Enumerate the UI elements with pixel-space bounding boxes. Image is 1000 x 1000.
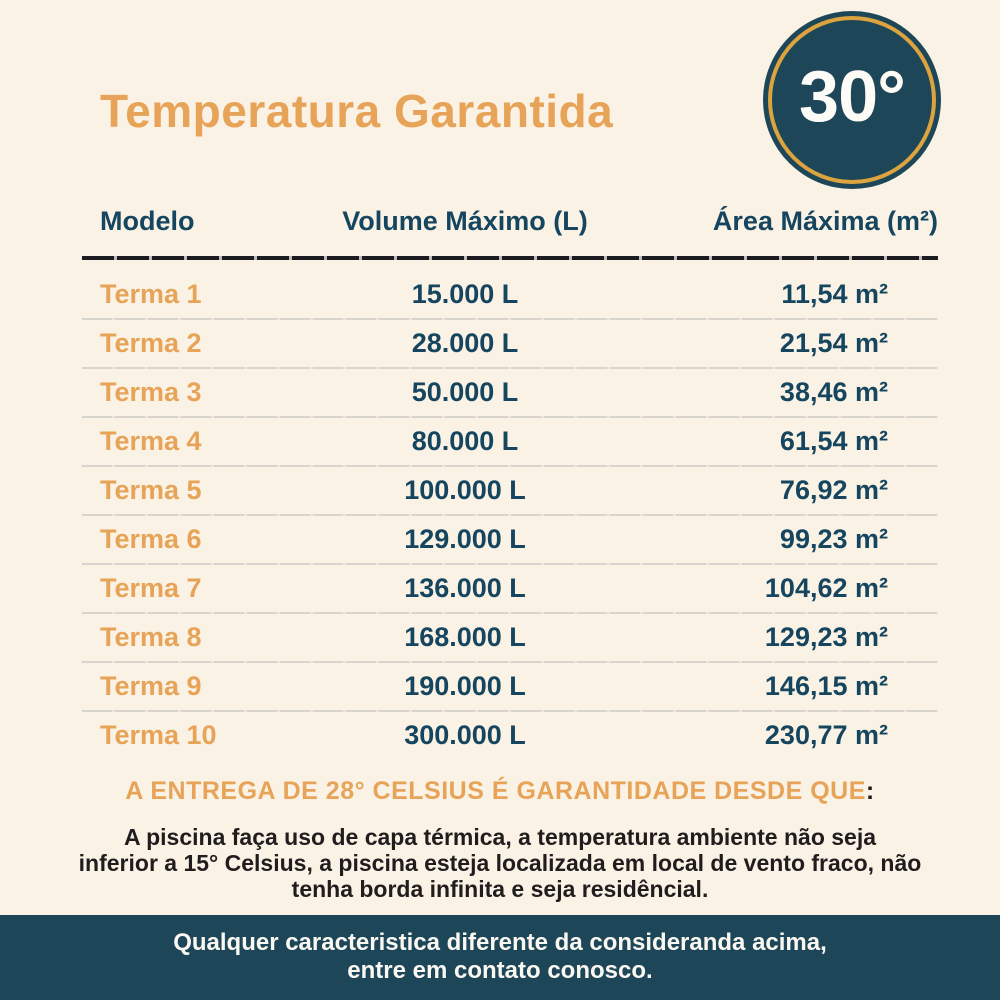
area-cell: 104,62 m² <box>764 573 888 603</box>
page-title: Temperatura Garantida <box>100 85 614 137</box>
area-cell: 21,54 m² <box>779 328 888 358</box>
volume-cell: 136.000 L <box>404 573 526 603</box>
column-header-area: Área Máxima (m²) <box>712 205 938 236</box>
table-row <box>82 320 938 367</box>
table-header-divider <box>82 256 938 260</box>
temperature-badge <box>763 11 941 189</box>
model-cell: Terma 3 <box>100 377 202 407</box>
table-row <box>82 663 938 710</box>
table-row <box>82 418 938 465</box>
badge-gold-ring <box>768 16 936 184</box>
model-cell: Terma 10 <box>100 720 217 750</box>
table-row <box>82 271 938 318</box>
model-cell: Terma 6 <box>100 524 202 554</box>
volume-cell: 80.000 L <box>411 426 519 456</box>
table-row <box>82 712 938 759</box>
model-cell: Terma 4 <box>100 426 202 456</box>
table-row <box>82 369 938 416</box>
model-cell: Terma 2 <box>100 328 202 358</box>
table-row <box>82 614 938 661</box>
conditions-line-3: tenha borda infinita e seja residêncial. <box>291 876 709 902</box>
guarantee-heading <box>0 777 1000 806</box>
conditions-line-1: A piscina faça uso de capa térmica, a temperatura ambiente não seja <box>123 824 877 850</box>
area-cell: 76,92 m² <box>779 475 888 505</box>
footer-line-2: entre em contato conosco. <box>347 957 653 984</box>
table-row <box>82 565 938 612</box>
area-cell: 38,46 m² <box>779 377 888 407</box>
model-cell: Terma 7 <box>100 573 202 603</box>
volume-cell: 100.000 L <box>404 475 526 505</box>
model-cell: Terma 9 <box>100 671 202 701</box>
column-header-volume: Volume Máximo (L) <box>342 205 588 236</box>
guarantee-heading-text: A ENTREGA DE 28° CELSIUS É GARANTIDADE DESDE QUE <box>125 777 866 805</box>
table-body <box>82 271 938 759</box>
area-cell: 11,54 m² <box>781 279 888 309</box>
volume-cell: 28.000 L <box>411 328 519 358</box>
badge-temperature-value: 30° <box>799 57 905 137</box>
volume-cell: 15.000 L <box>411 279 519 309</box>
models-table <box>82 200 938 759</box>
area-cell: 129,23 m² <box>764 622 888 652</box>
volume-cell: 168.000 L <box>404 622 526 652</box>
volume-cell: 190.000 L <box>404 671 526 701</box>
column-header-model: Modelo <box>100 205 195 236</box>
area-cell: 146,15 m² <box>764 671 888 701</box>
contact-footer-bar <box>0 915 1000 1000</box>
footer-line-1: Qualquer caracteristica diferente da consideranda acima, <box>173 929 827 956</box>
guarantee-heading-colon: : <box>865 777 875 805</box>
table-row <box>82 467 938 514</box>
volume-cell: 129.000 L <box>404 524 526 554</box>
model-cell: Terma 5 <box>100 475 202 505</box>
table-row <box>82 516 938 563</box>
area-cell: 61,54 m² <box>779 426 888 456</box>
volume-cell: 50.000 L <box>411 377 519 407</box>
volume-cell: 300.000 L <box>404 720 526 750</box>
guarantee-conditions-text <box>0 824 1000 902</box>
area-cell: 230,77 m² <box>764 720 888 750</box>
model-cell: Terma 8 <box>100 622 202 652</box>
conditions-line-2: inferior a 15° Celsius, a piscina esteja localizada em local de vento fraco, não <box>78 850 922 876</box>
table-header-row <box>82 200 938 242</box>
area-cell: 99,23 m² <box>779 524 888 554</box>
model-cell: Terma 1 <box>100 279 202 309</box>
